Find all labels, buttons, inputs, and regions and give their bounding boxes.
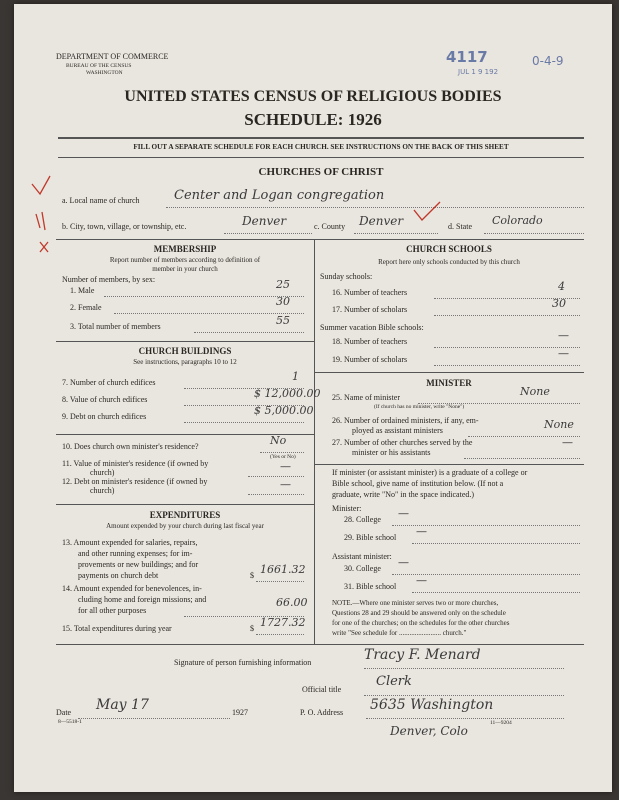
exp14-value[interactable]: 66.00 xyxy=(276,596,308,609)
edifices-label: 7. Number of church edifices xyxy=(62,378,156,387)
box-bottom xyxy=(56,644,584,645)
fill-line xyxy=(166,207,584,208)
year-label: 1927 xyxy=(232,708,248,717)
minister-sub-label: Minister: xyxy=(332,504,362,513)
exp13-line3: provements or new buildings; and for xyxy=(78,560,199,569)
total-members-label: 3. Total number of members xyxy=(70,322,161,331)
local-name-value[interactable]: Center and Logan congregation xyxy=(174,188,385,203)
fill-line xyxy=(364,668,564,669)
city-value[interactable]: Denver xyxy=(242,214,287,228)
fill-line xyxy=(78,718,230,719)
expenditures-subtitle: Amount expended by your church during last fiscal year xyxy=(106,522,264,530)
college-30-label: 30. College xyxy=(344,564,381,573)
fill-line xyxy=(104,296,304,297)
graduate-note-1: If minister (or assistant minister) is a graduate of a college or xyxy=(332,468,528,477)
residence-debt-value[interactable]: — xyxy=(280,478,291,491)
scholars-19-label: 19. Number of scholars xyxy=(332,355,408,364)
other-churches-label-2: minister or his assistants xyxy=(352,448,431,457)
exp15-value[interactable]: 1727.32 xyxy=(260,616,306,629)
buildings-subtitle: See instructions, paragraphs 10 to 12 xyxy=(133,358,237,366)
schools-subtitle: Report here only schools conducted by this church xyxy=(378,258,520,266)
denomination-heading: CHURCHES OF CHRIST xyxy=(258,166,384,178)
ordained-value[interactable]: None xyxy=(544,418,574,431)
female-label: 2. Female xyxy=(70,303,102,312)
city-label: WASHINGTON xyxy=(86,70,123,76)
residence-value-label-2: church) xyxy=(90,468,115,477)
scholars-19-value[interactable]: — xyxy=(558,347,569,360)
divider xyxy=(314,372,584,373)
expenditures-heading: EXPENDITURES xyxy=(149,510,221,520)
buildings-heading: CHURCH BUILDINGS xyxy=(138,346,232,356)
college-28-label: 28. College xyxy=(344,515,381,524)
form-title: UNITED STATES CENSUS OF RELIGIOUS BODIES xyxy=(124,88,502,105)
date-value[interactable]: May 17 xyxy=(96,697,149,713)
signature-label: Signature of person furnishing information xyxy=(174,658,312,667)
edifice-debt-label: 9. Debt on church edifices xyxy=(62,412,147,421)
bible-29-value[interactable]: — xyxy=(416,525,427,538)
fill-line xyxy=(364,695,564,696)
membership-subtitle: member in your church xyxy=(152,265,218,273)
note-line-3: for one of the churches; on the schedules for the other churches xyxy=(332,619,510,627)
note-line-4: write "See schedule for ........................ church." xyxy=(332,629,467,637)
stamp-number: 4117 xyxy=(446,48,488,66)
college-28-value[interactable]: — xyxy=(398,507,409,520)
scholars-17-label: 17. Number of scholars xyxy=(332,305,408,314)
scholars-17-value[interactable]: 30 xyxy=(552,297,566,310)
summer-schools-label: Summer vacation Bible schools: xyxy=(320,323,424,332)
fill-line xyxy=(194,332,304,333)
exp13-line4: payments on church debt xyxy=(78,571,159,580)
red-check-mark xyxy=(410,200,450,224)
instruction-line: FILL OUT A SEPARATE SCHEDULE FOR EACH CHURCH. SEE INSTRUCTIONS ON THE BACK OF THIS SHEET xyxy=(133,143,509,151)
note-line-1: NOTE.—Where one minister serves two or more churches, xyxy=(332,599,499,607)
divider xyxy=(314,464,584,465)
fill-line xyxy=(260,452,304,453)
fill-line xyxy=(256,634,304,635)
fill-line xyxy=(434,365,580,366)
assistant-sub-label: Assistant minister: xyxy=(332,552,392,561)
exp14-line3: for all other purposes xyxy=(78,606,147,615)
female-value[interactable]: 30 xyxy=(276,295,290,308)
address-code: 11—9204 xyxy=(490,720,512,726)
column-divider xyxy=(314,239,315,644)
ordained-label-2: ployed as assistant ministers xyxy=(352,426,443,435)
address-label: P. O. Address xyxy=(300,708,344,717)
fill-line xyxy=(256,581,304,582)
residence-debt-label-2: church) xyxy=(90,486,115,495)
divider xyxy=(58,157,584,158)
exp14-line1: 14. Amount expended for benevolences, in- xyxy=(62,584,202,593)
date-label: Date xyxy=(56,708,72,717)
fill-line xyxy=(434,315,580,316)
dollar-sign: $ xyxy=(250,624,254,633)
edifice-value-label: 8. Value of church edifices xyxy=(62,395,148,404)
box-top xyxy=(56,239,584,240)
divider xyxy=(56,504,314,505)
department-label: DEPARTMENT OF COMMERCE xyxy=(56,52,169,61)
male-value[interactable]: 25 xyxy=(276,278,290,291)
bureau-label: BUREAU OF THE CENSUS xyxy=(66,63,132,69)
other-churches-label: 27. Number of other churches served by the xyxy=(332,438,473,447)
fill-line xyxy=(412,592,580,593)
fill-line xyxy=(412,543,580,544)
address-line-2[interactable]: Denver, Colo xyxy=(390,724,468,738)
edifice-debt-value[interactable]: $ 5,000.00 xyxy=(254,404,314,417)
divider xyxy=(56,341,314,342)
total-members-value[interactable]: 55 xyxy=(276,314,290,327)
edifices-value[interactable]: 1 xyxy=(292,370,299,383)
other-churches-value[interactable]: — xyxy=(562,436,573,449)
state-value[interactable]: Colorado xyxy=(492,214,543,227)
graduate-note-3: graduate, write "No" in the space indicated.) xyxy=(332,490,475,499)
college-30-value[interactable]: — xyxy=(398,556,409,569)
fill-line xyxy=(484,233,584,234)
residence-value-value[interactable]: — xyxy=(280,460,291,473)
yes-no-hint: (Yes or No) xyxy=(270,454,296,460)
teachers-16-label: 16. Number of teachers xyxy=(332,288,408,297)
bible-31-value[interactable]: — xyxy=(416,574,427,587)
state-label: d. State xyxy=(448,222,472,231)
exp15-label: 15. Total expenditures during year xyxy=(62,624,172,633)
city-field-label: b. City, town, village, or township, etc. xyxy=(62,222,187,231)
census-schedule-sheet xyxy=(14,4,612,792)
received-stamp: JUL 1 9 192 xyxy=(458,68,499,76)
ordained-label: 26. Number of ordained ministers, if any, em- xyxy=(332,416,479,425)
fill-line xyxy=(184,422,304,423)
form-number: 8—5518-1 xyxy=(58,719,82,725)
edifice-value[interactable]: $ 12,000.00 xyxy=(254,387,321,400)
form-code-stamp: 0-4-9 xyxy=(532,54,564,68)
signature-value[interactable]: Tracy F. Menard xyxy=(364,647,481,663)
bible-29-label: 29. Bible school xyxy=(344,533,397,542)
exp13-line1: 13. Amount expended for salaries, repairs, xyxy=(62,538,198,547)
fill-line xyxy=(366,718,564,719)
minister-heading: MINISTER xyxy=(426,378,472,388)
bible-31-label: 31. Bible school xyxy=(344,582,397,591)
minister-name-label: 25. Name of minister xyxy=(332,393,400,402)
official-title-value[interactable]: Clerk xyxy=(376,674,412,689)
exp13-value[interactable]: 1661.32 xyxy=(260,563,306,576)
schools-heading: CHURCH SCHOOLS xyxy=(406,244,492,254)
graduate-note-2: Bible school, give name of institution below. (If not a xyxy=(332,479,504,488)
fill-line xyxy=(248,476,304,477)
exp13-line2: and other running expenses; for im- xyxy=(78,549,193,558)
county-label: c. County xyxy=(314,222,346,231)
residence-debt-label: 12. Debt on minister's residence (if owned by xyxy=(62,477,208,486)
male-label: 1. Male xyxy=(70,286,95,295)
membership-subtitle: Report number of members according to definition of xyxy=(109,256,261,264)
fill-line xyxy=(248,494,304,495)
teachers-18-value[interactable]: — xyxy=(558,329,569,342)
minister-name-note: (If church has no minister, write "None") xyxy=(374,404,465,410)
fill-line xyxy=(464,458,580,459)
official-title-label: Official title xyxy=(302,685,342,694)
residence-value-label: 11. Value of minister's residence (if owned by xyxy=(62,459,209,468)
sunday-schools-label: Sunday schools: xyxy=(320,272,373,281)
by-sex-label: Number of members, by sex: xyxy=(62,275,156,284)
teachers-18-label: 18. Number of teachers xyxy=(332,337,408,346)
exp14-line2: cluding home and foreign missions; and xyxy=(78,595,207,604)
dollar-sign: $ xyxy=(250,571,254,580)
address-value[interactable]: 5635 Washington xyxy=(370,697,494,713)
minister-name-value[interactable]: None xyxy=(520,385,550,398)
local-name-label: a. Local name of church xyxy=(62,196,140,205)
note-line-2: Questions 28 and 29 should be answered only on the schedule xyxy=(332,609,506,617)
fill-line xyxy=(224,233,312,234)
teachers-16-value[interactable]: 4 xyxy=(558,280,565,293)
residence-own-label: 10. Does church own minister's residence? xyxy=(62,442,199,451)
divider xyxy=(58,137,584,139)
fill-line xyxy=(354,233,438,234)
residence-own-value[interactable]: No xyxy=(270,434,287,447)
form-subtitle: SCHEDULE: 1926 xyxy=(244,110,382,129)
membership-heading: MEMBERSHIP xyxy=(153,244,217,254)
county-value[interactable]: Denver xyxy=(359,214,404,228)
